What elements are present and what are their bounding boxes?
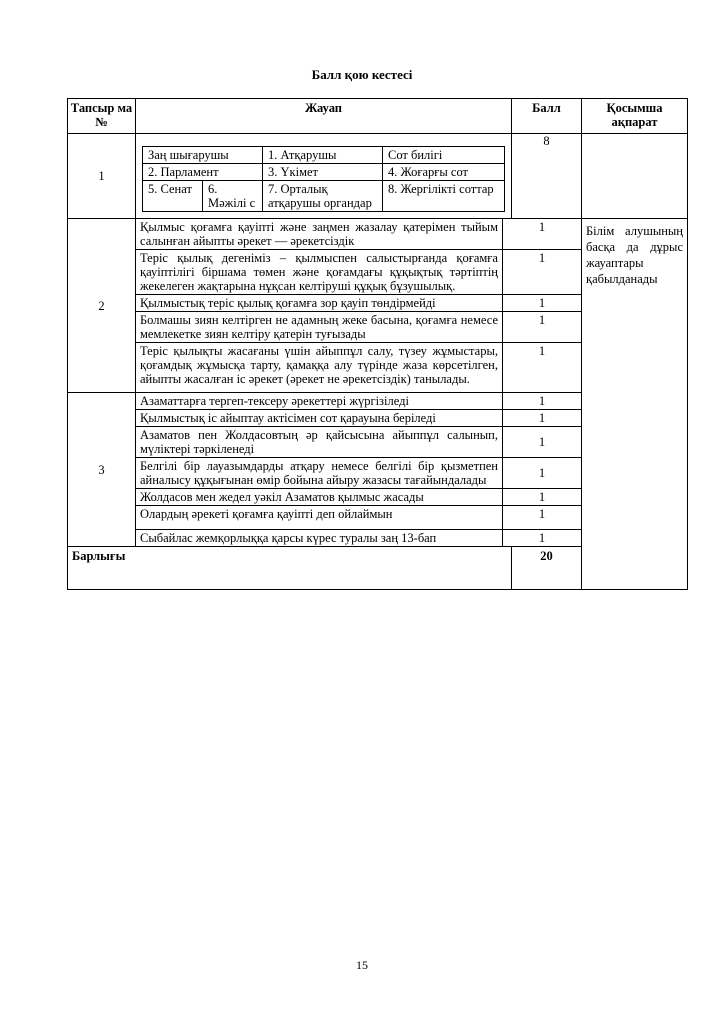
- header-score: Балл: [512, 99, 582, 134]
- grid-r3c1: 5. Сенат: [143, 181, 203, 212]
- task1-row: [68, 134, 688, 219]
- total-score: 20: [512, 547, 582, 590]
- list-item: Теріс қылықты жасағаны үшін айыппұл салу, түзеу жұмыстары, қоғамдық жұмысқа тарту, қамаққа алу түрінде жаза көрсетілген, айыпты жасалған іс әрекет (әрекет не әрекетсіздік) танылады. 1: [136, 343, 581, 393]
- task3-answers: [136, 393, 582, 547]
- scoring-table: [67, 98, 688, 590]
- grid-r3c2: 6. Мәжілі с: [203, 181, 263, 212]
- task3-list: [136, 393, 581, 546]
- grid-r2c1: 2. Парламент: [143, 164, 263, 181]
- list-item: Теріс қылық дегеніміз – қылмыспен салыстырғанда қоғамға қауіптілігі біршама төмен және қоғамдағы құқықтық тәртіптің жекелеген жақтарына нұқсан келтіруші құқық бұзушылық. 1: [136, 250, 581, 295]
- total-label: Барлығы: [68, 547, 512, 590]
- list-item: Болмашы зиян келтірген не адамның жеке басына, қоғамға немесе мемлекетке зиян келтіру қатерін туғызады 1: [136, 312, 581, 343]
- header-info: Қосымша ақпарат: [582, 99, 688, 134]
- list-item: Олардың әрекеті қоғамға қауіпті деп ойлаймын 1: [136, 506, 581, 530]
- grid-r1c1: Заң шығарушы: [143, 147, 263, 164]
- grid-r3c4: 8. Жергілікті соттар: [383, 181, 505, 212]
- grid-r1c3: Сот билігі: [383, 147, 505, 164]
- task2-number: 2: [68, 219, 136, 393]
- info-note: Білім алушының басқа да дұрыс жауаптары қабылданады: [586, 224, 683, 286]
- task1-answer: [136, 134, 512, 219]
- list-item: Қылмыстық теріс қылық қоғамға зор қауіп төндірмейді 1: [136, 295, 581, 312]
- list-item: Азаматов пен Жолдасовтың әр қайсысына айыппұл салынып, мүліктері тәркіленеді 1: [136, 427, 581, 458]
- grid-r3c3: 7. Орталық атқарушы органдар: [263, 181, 383, 212]
- task1-number: 1: [68, 134, 136, 219]
- grid-r2c3: 4. Жоғарғы сот: [383, 164, 505, 181]
- task1-score: 8: [512, 134, 582, 219]
- header-task: Тапсыр ма №: [68, 99, 136, 134]
- list-item: Қылмыс қоғамға қауіпті және заңмен жазалау қатерімен тыйым салынған айыпты әрекет — әрекетсіздік 1: [136, 219, 581, 250]
- list-item: Сыбайлас жемқорлыққа қарсы күрес туралы заң 13-бап 1: [136, 530, 581, 547]
- header-row: [68, 99, 688, 134]
- grid-r2c2: 3. Үкімет: [263, 164, 383, 181]
- page-number: 15: [356, 958, 368, 972]
- list-item: Белгілі бір лауазымдарды атқару немесе белгілі бір қызметпен айналысу құқығынан өмір бойына айыру жазасы тағайындалады 1: [136, 458, 581, 489]
- list-item: Жолдасов мен жедел уәкіл Азаматов қылмыс жасады 1: [136, 489, 581, 506]
- header-answer: Жауап: [136, 99, 512, 134]
- task3-number: 3: [68, 393, 136, 547]
- task1-info: [582, 134, 688, 219]
- list-item: Азаматтарға тергеп-тексеру әрекеттері жүргізіледі 1: [136, 393, 581, 410]
- list-item: Қылмыстық іс айыптау актісімен сот қарауына беріледі 1: [136, 410, 581, 427]
- branches-grid: [142, 146, 505, 212]
- grid-r1c2: 1. Атқарушы: [263, 147, 383, 164]
- page-title: Балл қою кестесі: [311, 67, 413, 82]
- task2-row: [68, 219, 688, 393]
- task2-list: [136, 219, 581, 392]
- task2-answers: [136, 219, 582, 393]
- info-note-cell: [582, 219, 688, 590]
